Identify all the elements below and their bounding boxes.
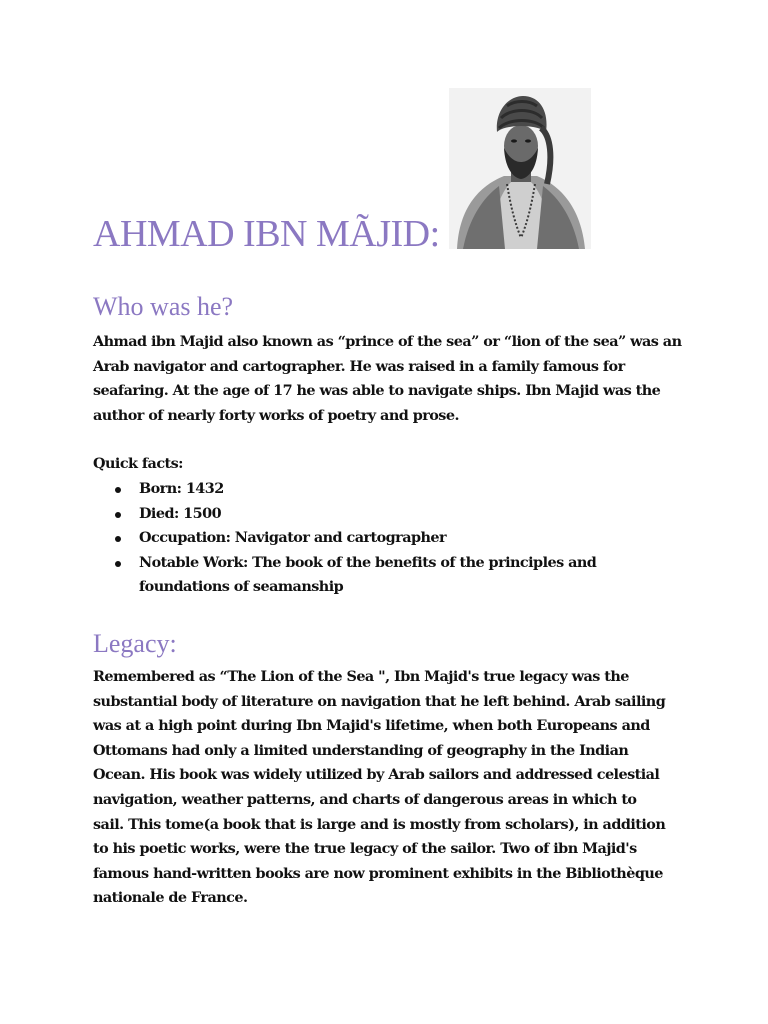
fact-born xyxy=(93,477,596,502)
section-heading-who: Who was he? xyxy=(93,292,234,321)
bullet-icon xyxy=(115,536,121,542)
legacy-line: Ocean. His book was widely utilized by Arab sailors and addressed celestial xyxy=(93,766,660,784)
quick-facts-list xyxy=(93,477,596,600)
bullet-icon xyxy=(115,512,121,518)
portrait-drawing xyxy=(449,88,591,249)
legacy-line: substantial body of literature on navigation that he left behind. Arab sailing xyxy=(93,692,666,710)
legacy-paragraph xyxy=(93,665,693,911)
fact-text: Notable Work: The book of the benefits of the principles and xyxy=(139,553,597,571)
who-line: seafaring. At the age of 17 he was able to navigate ships. Ibn Majid was the xyxy=(93,382,661,400)
legacy-line: Ottomans had only a limited understanding of geography in the Indian xyxy=(93,741,629,759)
fact-text: Born: 1432 xyxy=(139,480,224,497)
quick-facts-label: Quick facts: xyxy=(93,455,183,472)
fact-occupation xyxy=(93,526,596,551)
who-line: Arab navigator and cartographer. He was raised in a family famous for xyxy=(93,357,625,375)
legacy-line: to his poetic works, were the true legacy of the sailor. Two of ibn Majid's xyxy=(93,840,637,858)
bullet-icon xyxy=(115,561,121,567)
fact-text: Occupation: Navigator and cartographer xyxy=(139,529,447,547)
section-heading-legacy: Legacy: xyxy=(93,629,177,658)
legacy-line: famous hand-written books are now prominent exhibits in the Bibliothèque xyxy=(93,864,663,882)
fact-notable-work xyxy=(93,551,596,600)
fact-text: foundations of seamanship xyxy=(139,578,344,596)
legacy-line: Remembered as “The Lion of the Sea ", Ibn Majid's true legacy was the xyxy=(93,668,629,685)
who-line: author of nearly forty works of poetry and prose. xyxy=(93,406,459,424)
fact-text: Died: 1500 xyxy=(139,504,222,522)
portrait-image xyxy=(449,88,591,249)
legacy-line: was at a high point during Ibn Majid's lifetime, when both Europeans and xyxy=(93,717,650,735)
page-title: AHMAD IBN MÃJID: xyxy=(93,213,440,255)
legacy-line: nationale de France. xyxy=(93,889,248,907)
legacy-line: sail. This tome(a book that is large and is mostly from scholars), in addition xyxy=(93,815,666,833)
fact-died xyxy=(93,502,596,527)
who-paragraph xyxy=(93,330,693,428)
who-line: Ahmad ibn Majid also known as “prince of the sea” or “lion of the sea” was an xyxy=(93,333,682,350)
legacy-line: navigation, weather patterns, and charts of dangerous areas in which to xyxy=(93,790,637,808)
bullet-icon xyxy=(115,487,121,493)
